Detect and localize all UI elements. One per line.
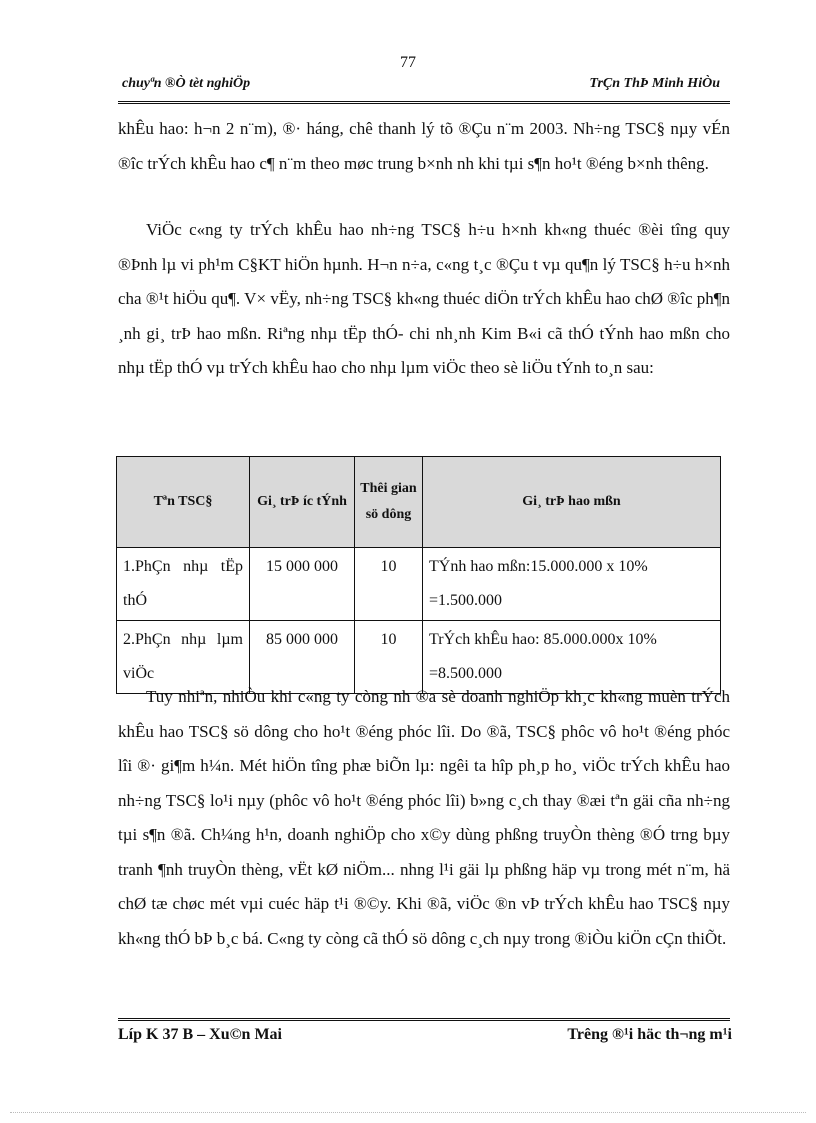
table-header-row [117,457,721,548]
header-estimated-value: Gi¸ trÞ íc tÝnh [250,457,355,548]
header-asset-name: Tªn TSC§ [117,457,250,548]
page-bottom-edge [10,1112,806,1113]
cell-asset-name: 1.PhÇn nhµ tËp thÓ [117,548,250,621]
calc-line: TrÝch khÊu hao: 85.000.000x 10% [429,631,657,648]
footer-right-text: Trêng ®¹i häc th¬ng m¹i [567,1026,732,1043]
header-useful-life: Thêi gian sö dông [355,457,423,548]
footer-rule [118,1018,730,1021]
depreciation-table [116,456,721,694]
header-rule [118,101,730,104]
cell-depreciation [423,548,721,621]
footer-left-text: Líp K 37 B – Xu©n Mai [118,1026,282,1043]
calc-result: =8.500.000 [429,665,503,682]
cell-estimated-value: 15 000 000 [250,548,355,621]
header-left-text: chuyªn ®Ò tèt nghiÖp [122,76,251,91]
cell-useful-life: 10 [355,621,423,694]
paragraph-2: ViÖc c«ng ty trÝch khÊu hao nh÷ng TSC§ h÷u h×nh kh«ng thuéc ®èi tîng quy ®Þnh lµ vi ph¹m C§KT hiÖn hµnh. H¬n n÷a, c«ng t¸c ®Çu t vµ qu¶n lý TSC§ h÷u h×nh cha ®¹t hiÖu qu¶. V× vËy, nh÷ng TSC§ kh«ng thuéc diÖn trÝch khÊu hao chØ ®îc ph¶n ¸nh gi¸ trÞ hao mßn. Riªng nhµ tËp thÓ- chi nh¸nh Kim B«i cã thÓ tÝnh hao mßn cho nhµ tËp thÓ vµ trÝch khÊu hao cho nhµ lµm viÖc theo sè liÖu tÝnh to¸n sau: [118,220,730,377]
paragraph-3: Tuy nhiªn, nhiÒu khi c«ng ty còng nh ®a sè doanh nghiÖp kh¸c kh«ng muèn trÝch khÊu hao TSC§ sö dông cho ho¹t ®éng phóc lîi. Do ®ã, TSC§ phôc vô ho¹t ®éng phóc lîi ®· gi¶m h¼n. Mét hiÖn tîng phæ biÕn lµ: ngêi ta hîp ph¸p ho¸ viÖc trÝch khÊu hao nh÷ng TSC§ lo¹i nµy (phôc vô ho¹t ®éng phóc lîi) b»ng c¸ch thay ®æi tªn gäi cña nh÷ng tµi s¶n ®ã. Ch¼ng h¹n, doanh nghiÖp cho x©y dùng phßng truyÒn thèng ®Ó trng bµy tranh ¶nh truyÒn thèng, vËt kØ niÖm... nhng l¹i gäi lµ phßng häp vµ trong mét n¨m, hä chØ tæ chøc mét vµi cuéc häp t¹i ®©y. Khi ®ã, viÖc ®n vÞ trÝch khÊu hao TSC§ nµy kh«ng thÓ bÞ b¸c bá. C«ng ty còng cã thÓ sö dông c¸ch nµy trong ®iÒu kiÖn cÇn thiÕt. [118,687,730,948]
cell-asset-name: 2.PhÇn nhµ lµm viÖc [117,621,250,694]
cell-estimated-value: 85 000 000 [250,621,355,694]
page-number: 77 [400,54,416,71]
paragraph-1: khÊu hao: h¬n 2 n¨m), ®· háng, chê thanh lý tõ ®Çu n¨m 2003. Nh÷ng TSC§ nµy vÉn ®îc trÝch khÊu hao c¶ n¨m theo møc trung b×nh nh khi tµi s¶n ho¹t ®éng b×nh thêng. [118,119,730,173]
calc-result: =1.500.000 [429,592,503,609]
table-row [117,548,721,621]
cell-useful-life: 10 [355,548,423,621]
header-depreciation: Gi¸ trÞ hao mßn [423,457,721,548]
header-right-text: TrÇn ThÞ Minh HiÒu [589,76,720,91]
calc-line: TÝnh hao mßn:15.000.000 x 10% [429,558,648,575]
